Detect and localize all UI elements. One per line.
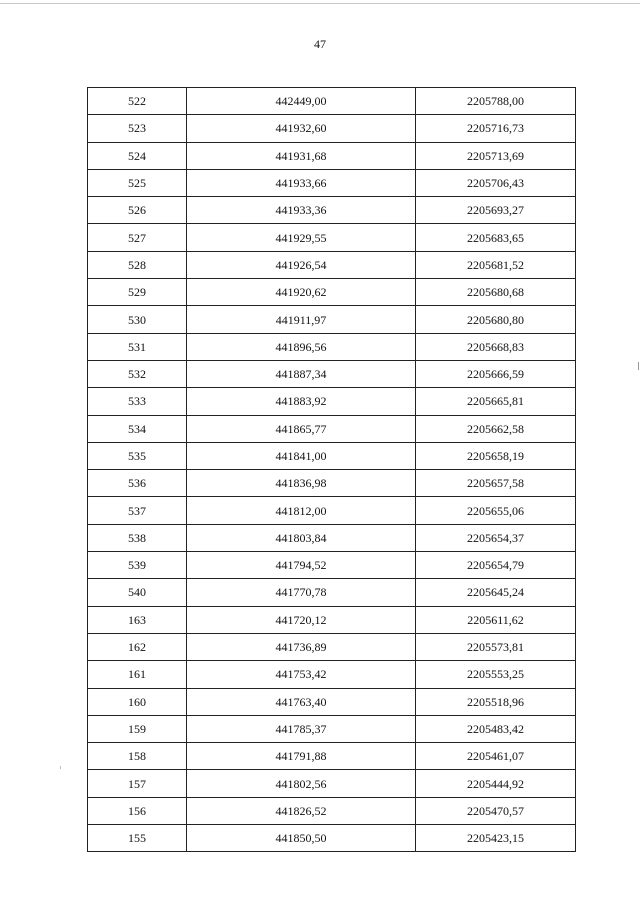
x-coordinate-cell: 441841,00 — [187, 442, 416, 469]
table-row — [88, 497, 576, 524]
point-number-cell: 162 — [88, 633, 187, 660]
point-number-cell: 161 — [88, 661, 187, 688]
point-number-cell: 155 — [88, 825, 187, 852]
point-number-cell: 530 — [88, 306, 187, 333]
y-coordinate-cell: 2205658,19 — [416, 442, 576, 469]
point-number-cell: 524 — [88, 142, 187, 169]
y-coordinate-cell: 2205518,96 — [416, 688, 576, 715]
table-row — [88, 797, 576, 824]
point-number-cell: 534 — [88, 415, 187, 442]
table-row — [88, 415, 576, 442]
y-coordinate-cell: 2205668,83 — [416, 333, 576, 360]
y-coordinate-cell: 2205706,43 — [416, 169, 576, 196]
table-row — [88, 306, 576, 333]
x-coordinate-cell: 441931,68 — [187, 142, 416, 169]
point-number-cell: 536 — [88, 470, 187, 497]
x-coordinate-cell: 441836,98 — [187, 470, 416, 497]
point-number-cell: 528 — [88, 251, 187, 278]
table-row — [88, 552, 576, 579]
table-row — [88, 470, 576, 497]
y-coordinate-cell: 2205662,58 — [416, 415, 576, 442]
table-row — [88, 743, 576, 770]
y-coordinate-cell: 2205665,81 — [416, 388, 576, 415]
table-row — [88, 524, 576, 551]
point-number-cell: 157 — [88, 770, 187, 797]
table-row — [88, 115, 576, 142]
table-row — [88, 251, 576, 278]
x-coordinate-cell: 441826,52 — [187, 797, 416, 824]
x-coordinate-cell: 441770,78 — [187, 579, 416, 606]
table-row — [88, 770, 576, 797]
y-coordinate-cell: 2205654,79 — [416, 552, 576, 579]
table-row — [88, 688, 576, 715]
y-coordinate-cell: 2205553,25 — [416, 661, 576, 688]
table-row — [88, 825, 576, 852]
table-row — [88, 442, 576, 469]
top-divider — [0, 3, 640, 4]
x-coordinate-cell: 441929,55 — [187, 224, 416, 251]
table-row — [88, 661, 576, 688]
y-coordinate-cell: 2205657,58 — [416, 470, 576, 497]
table-row — [88, 333, 576, 360]
table-row — [88, 360, 576, 387]
x-coordinate-cell: 441794,52 — [187, 552, 416, 579]
y-coordinate-cell: 2205693,27 — [416, 197, 576, 224]
y-coordinate-cell: 2205680,80 — [416, 306, 576, 333]
y-coordinate-cell: 2205461,07 — [416, 743, 576, 770]
y-coordinate-cell: 2205683,65 — [416, 224, 576, 251]
x-coordinate-cell: 441926,54 — [187, 251, 416, 278]
y-coordinate-cell: 2205573,81 — [416, 633, 576, 660]
y-coordinate-cell: 2205645,24 — [416, 579, 576, 606]
table-row — [88, 388, 576, 415]
point-number-cell: 538 — [88, 524, 187, 551]
point-number-cell: 539 — [88, 552, 187, 579]
point-number-cell: 163 — [88, 606, 187, 633]
x-coordinate-cell: 441850,50 — [187, 825, 416, 852]
point-number-cell: 525 — [88, 169, 187, 196]
y-coordinate-cell: 2205654,37 — [416, 524, 576, 551]
x-coordinate-cell: 441933,66 — [187, 169, 416, 196]
table-row — [88, 606, 576, 633]
y-coordinate-cell: 2205483,42 — [416, 715, 576, 742]
x-coordinate-cell: 441736,89 — [187, 633, 416, 660]
point-number-cell: 529 — [88, 279, 187, 306]
x-coordinate-cell: 441896,56 — [187, 333, 416, 360]
x-coordinate-cell: 442449,00 — [187, 88, 416, 115]
point-number-cell: 156 — [88, 797, 187, 824]
table-row — [88, 579, 576, 606]
point-number-cell: 533 — [88, 388, 187, 415]
x-coordinate-cell: 441865,77 — [187, 415, 416, 442]
scan-edge-mark — [638, 362, 639, 370]
y-coordinate-cell: 2205444,92 — [416, 770, 576, 797]
point-number-cell: 532 — [88, 360, 187, 387]
y-coordinate-cell: 2205470,57 — [416, 797, 576, 824]
y-coordinate-cell: 2205680,68 — [416, 279, 576, 306]
x-coordinate-cell: 441785,37 — [187, 715, 416, 742]
x-coordinate-cell: 441791,88 — [187, 743, 416, 770]
table-row — [88, 142, 576, 169]
y-coordinate-cell: 2205716,73 — [416, 115, 576, 142]
point-number-cell: 527 — [88, 224, 187, 251]
point-number-cell: 160 — [88, 688, 187, 715]
table-row — [88, 169, 576, 196]
point-number-cell: 537 — [88, 497, 187, 524]
y-coordinate-cell: 2205713,69 — [416, 142, 576, 169]
coordinates-table — [87, 87, 576, 852]
x-coordinate-cell: 441920,62 — [187, 279, 416, 306]
table-row — [88, 197, 576, 224]
y-coordinate-cell: 2205423,15 — [416, 825, 576, 852]
point-number-cell: 523 — [88, 115, 187, 142]
x-coordinate-cell: 441812,00 — [187, 497, 416, 524]
point-number-cell: 535 — [88, 442, 187, 469]
point-number-cell: 540 — [88, 579, 187, 606]
table-row — [88, 633, 576, 660]
table-row — [88, 224, 576, 251]
y-coordinate-cell: 2205681,52 — [416, 251, 576, 278]
point-number-cell: 159 — [88, 715, 187, 742]
table-row — [88, 279, 576, 306]
x-coordinate-cell: 441802,56 — [187, 770, 416, 797]
x-coordinate-cell: 441803,84 — [187, 524, 416, 551]
point-number-cell: 531 — [88, 333, 187, 360]
table-row — [88, 715, 576, 742]
y-coordinate-cell: 2205655,06 — [416, 497, 576, 524]
y-coordinate-cell: 2205788,00 — [416, 88, 576, 115]
page-number: 47 — [314, 37, 326, 51]
y-coordinate-cell: 2205611,62 — [416, 606, 576, 633]
scan-edge-mark-left — [60, 766, 61, 769]
table-row — [88, 88, 576, 115]
x-coordinate-cell: 441932,60 — [187, 115, 416, 142]
point-number-cell: 526 — [88, 197, 187, 224]
x-coordinate-cell: 441763,40 — [187, 688, 416, 715]
x-coordinate-cell: 441883,92 — [187, 388, 416, 415]
x-coordinate-cell: 441933,36 — [187, 197, 416, 224]
x-coordinate-cell: 441911,97 — [187, 306, 416, 333]
point-number-cell: 522 — [88, 88, 187, 115]
x-coordinate-cell: 441887,34 — [187, 360, 416, 387]
y-coordinate-cell: 2205666,59 — [416, 360, 576, 387]
point-number-cell: 158 — [88, 743, 187, 770]
coordinates-table-body — [88, 88, 576, 852]
x-coordinate-cell: 441720,12 — [187, 606, 416, 633]
x-coordinate-cell: 441753,42 — [187, 661, 416, 688]
